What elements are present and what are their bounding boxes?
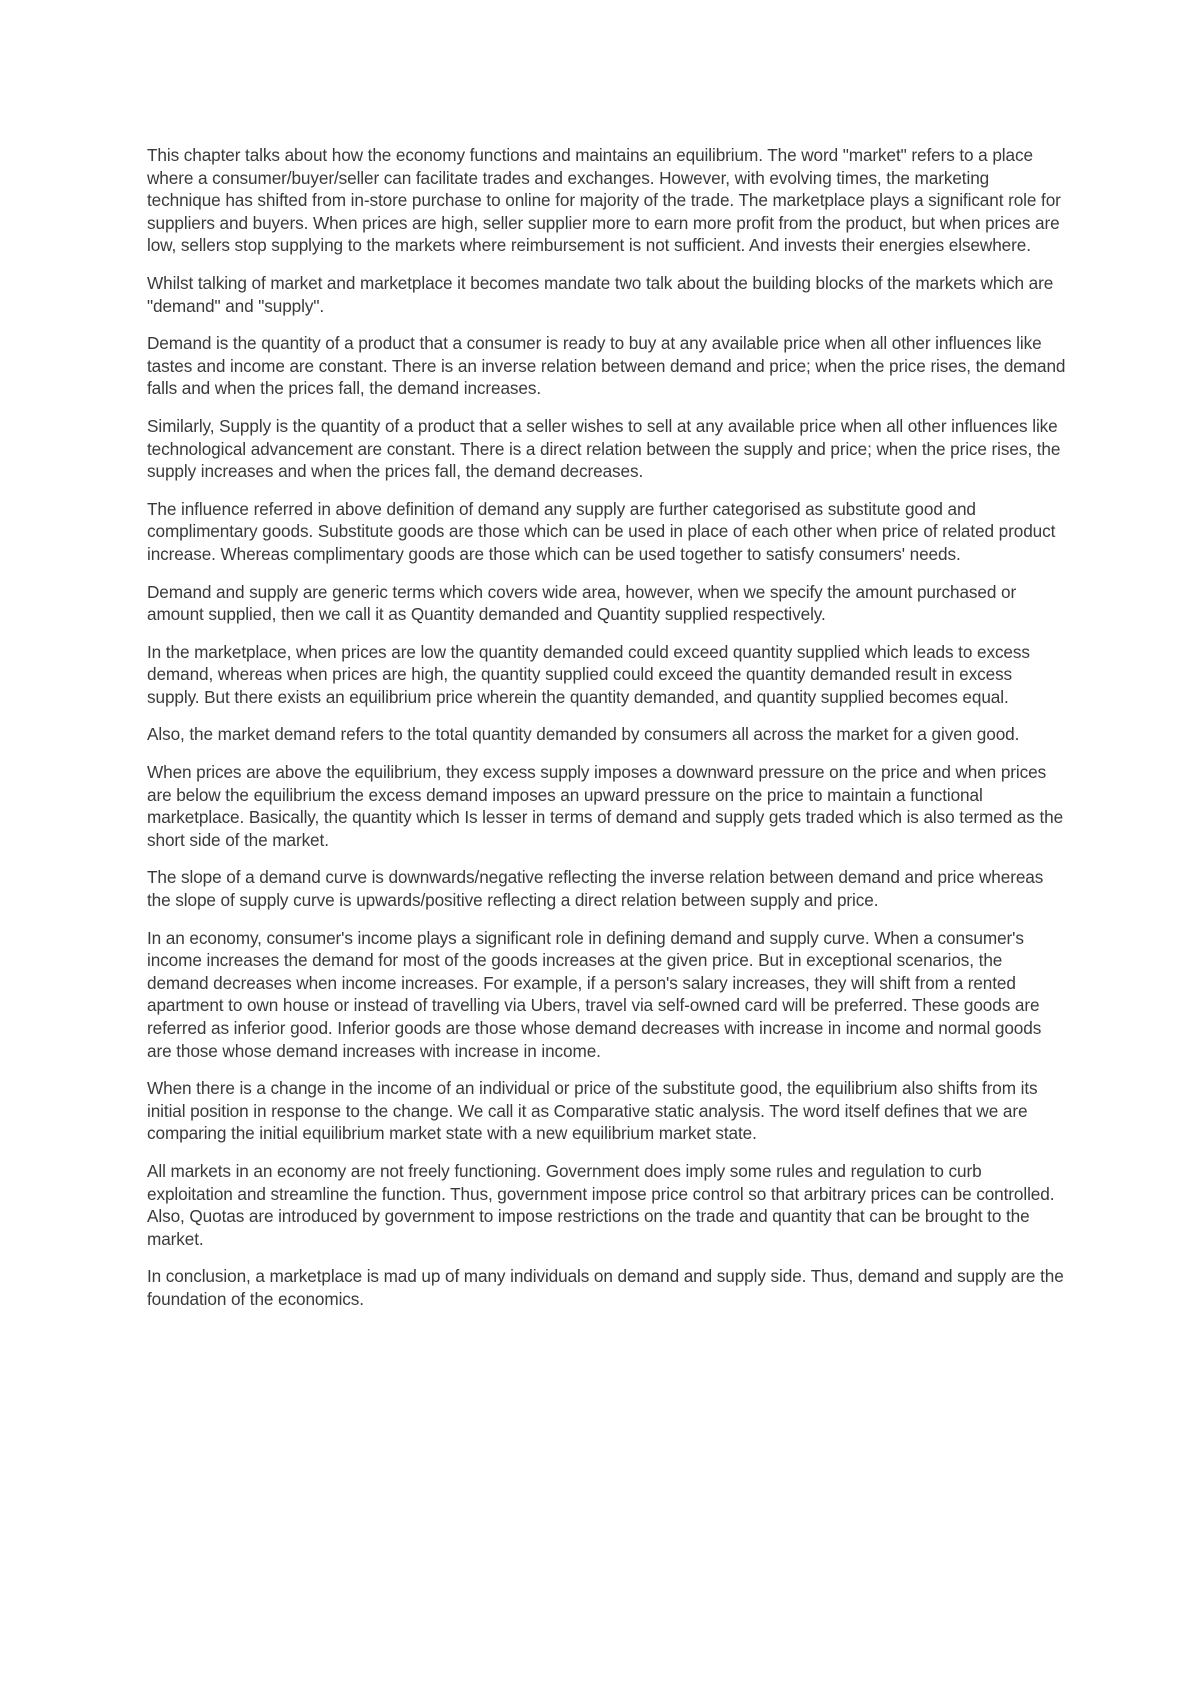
- paragraph-9: When prices are above the equilibrium, they excess supply imposes a downward pressure on the price and when prices are below the equilibrium the excess demand imposes an upward pressure on the price to maintain a functional marketplace. Basically, the quantity which Is lesser in terms of demand and supply gets traded which is also termed as the short side of the market.: [147, 762, 1064, 850]
- paragraph-7: In the marketplace, when prices are low the quantity demanded could exceed quantity supplied which leads to excess demand, whereas when prices are high, the quantity supplied could exceed the quantity demanded result in excess supply. But there exists an equilibrium price wherein the quantity demanded, and quantity supplied becomes equal.: [147, 641, 1030, 707]
- paragraph-1: This chapter talks about how the economy functions and maintains an equilibrium. The word "market" refers to a place where a consumer/buyer/seller can facilitate trades and exchanges. However, with evolving times, the marketing technique has shifted from in-store purchase to online for majority of the trade. The marketplace plays a significant role for suppliers and buyers. When prices are high, seller supplier more to earn more profit from the product, but when prices are low, sellers stop supplying to the markets where reimbursement is not sufficient. And invests their energies elsewhere.: [147, 145, 1061, 256]
- paragraph-4: Similarly, Supply is the quantity of a product that a seller wishes to sell at any available price when all other influences like technological advancement are constant. There is a direct relation between the supply and price; when the price rises, the supply increases and when the prices fall, the demand decreases.: [147, 415, 1061, 482]
- paragraph-13: All markets in an economy are not freely functioning. Government does imply some rules and regulation to curb exploitation and streamline the function. Thus, government impose price control so that arbitrary prices can be controlled. Also, Quotas are introduced by government to impose restrictions on the trade and quantity that can be brought to the market.: [147, 1160, 1055, 1249]
- document-body: [147, 144, 1067, 1326]
- paragraph-2: Whilst talking of market and marketplace it becomes mandate two talk about the building blocks of the markets which are "demand" and "supply".: [147, 272, 1054, 316]
- paragraph-6: Demand and supply are generic terms which covers wide area, however, when we specify the amount purchased or amount supplied, then we call it as Quantity demanded and Quantity supplied respectively.: [147, 581, 1017, 625]
- paragraph-8: Also, the market demand refers to the total quantity demanded by consumers all across the market for a given good.: [147, 724, 1020, 745]
- paragraph-14: In conclusion, a marketplace is mad up of many individuals on demand and supply side. Thus, demand and supply are the foundation of the economics.: [147, 1266, 1064, 1309]
- paragraph-10: The slope of a demand curve is downwards/negative reflecting the inverse relation between demand and price whereas the slope of supply curve is upwards/positive reflecting a direct relation between supply and price.: [147, 867, 1044, 911]
- paragraph-3: Demand is the quantity of a product that a consumer is ready to buy at any available price when all other influences like tastes and income are constant. There is an inverse relation between demand and price; when the price rises, the demand falls and when the prices fall, the demand increases.: [147, 333, 1066, 399]
- paragraph-5: The influence referred in above definition of demand any supply are further categorised as substitute good and complimentary goods. Substitute goods are those which can be used in place of each other when price of related product increase. Whereas complimentary goods are those which can be used together to satisfy consumers' needs.: [147, 498, 1056, 564]
- paragraph-12: When there is a change in the income of an individual or price of the substitute good, the equilibrium also shifts from its initial position in response to the change. We call it as Comparative static analysis. The word itself defines that we are comparing the initial equilibrium market state with a new equilibrium market state.: [147, 1078, 1038, 1144]
- paragraph-11: In an economy, consumer's income plays a significant role in defining demand and supply curve. When a consumer's income increases the demand for most of the goods increases at the given price. But in exceptional scenarios, the demand decreases when income increases. For example, if a person's salary increases, they will shift from a rented apartment to own house or instead of travelling via Ubers, travel via self-owned card will be preferred. These goods are referred as inferior good. Inferior goods are those whose demand decreases with increase in income and normal goods are those whose demand increases with increase in income.: [147, 927, 1042, 1061]
